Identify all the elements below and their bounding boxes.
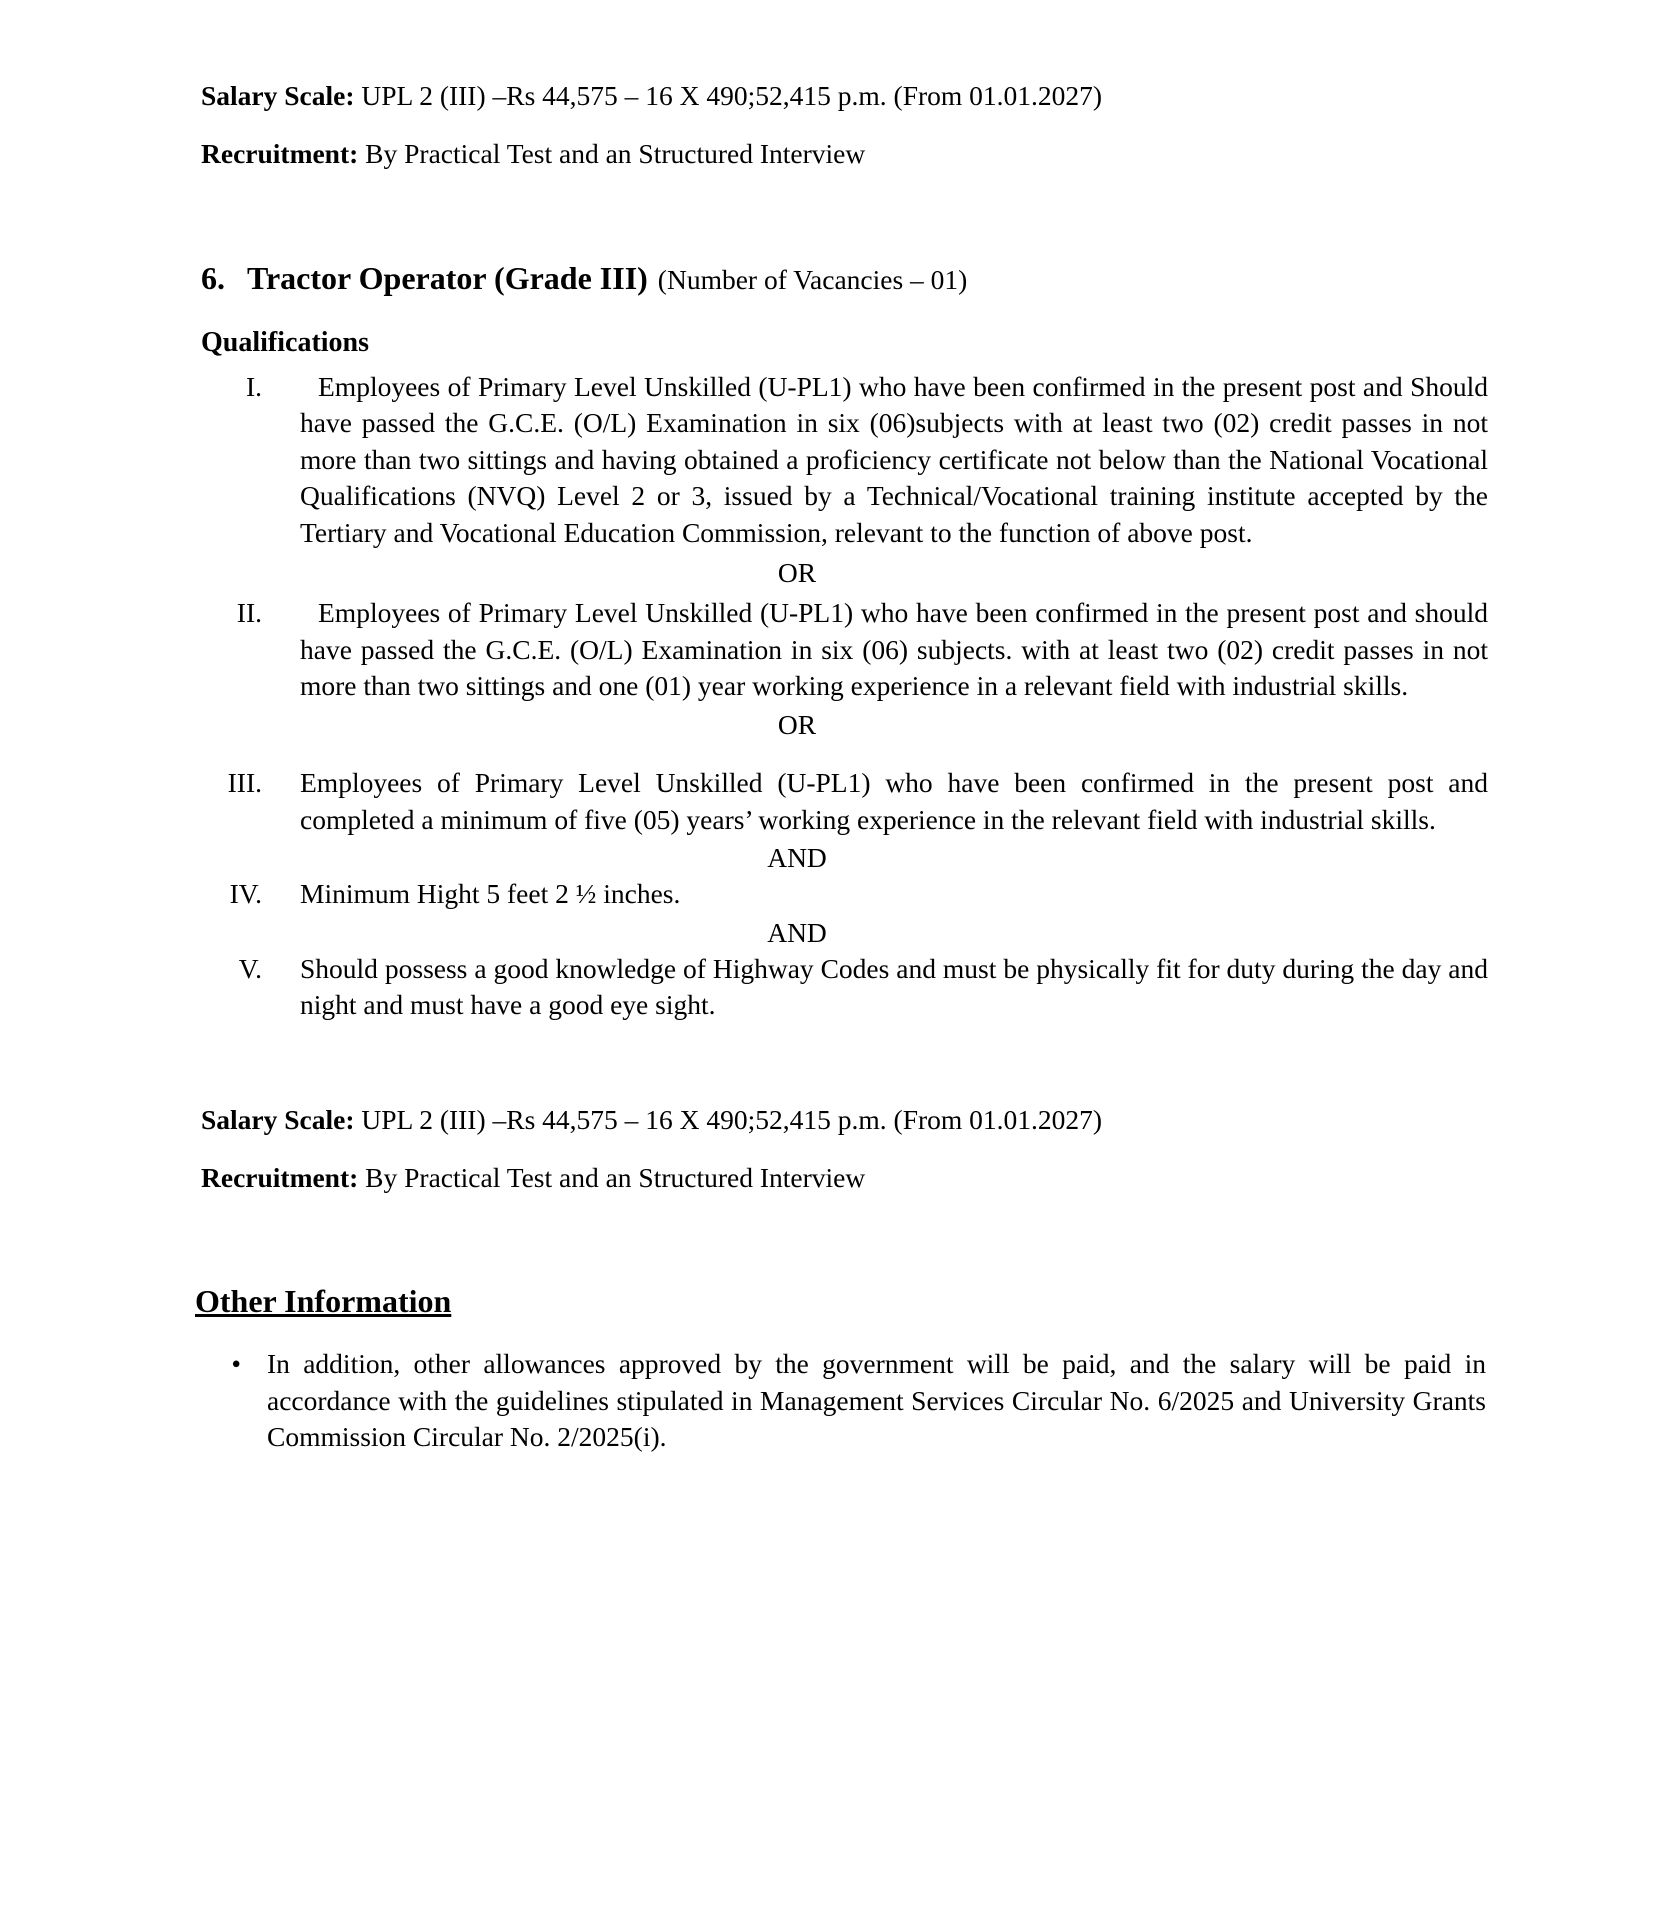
qualifications-heading: Qualifications	[201, 326, 370, 358]
qualification-item	[195, 765, 1504, 838]
bullet-icon: •	[231, 1348, 241, 1380]
top-salary-scale-value: UPL 2 (III) –Rs 44,575 – 16 X 490;52,415 p.m. (From 01.01.2027)	[361, 80, 1103, 111]
bottom-salary-scale-line	[201, 1102, 1504, 1138]
spacer	[195, 743, 1504, 765]
qualification-numeral: I.	[245, 370, 262, 402]
list-item	[195, 1346, 1504, 1456]
spacer	[195, 172, 1504, 260]
section-heading	[201, 260, 1504, 297]
bottom-recruitment-label: Recruitment:	[201, 1161, 359, 1193]
spacer	[195, 1028, 1504, 1102]
qualification-item	[195, 951, 1504, 1024]
spacer	[195, 1138, 1504, 1160]
top-salary-scale-label: Salary Scale:	[201, 80, 355, 111]
bottom-recruitment-value: By Practical Test and an Structured Interview	[365, 1161, 866, 1193]
section-title: Tractor Operator (Grade III)	[247, 259, 648, 296]
qualification-text: Employees of Primary Level Unskilled (U-PL1) who have been confirmed in the present post and Should have passed the G.C.E. (O/L) Examination in six (06)subjects with at least two (02) credit passes in not more than two sittings and having obtained a proficiency certificate not below than the National Vocational Qualifications (NVQ) Level 2 or 3, issued by a Technical/Vocational training institute accepted by the Tertiary and Vocational Education Commission, relevant to the function of above post.	[300, 370, 1488, 548]
top-recruitment-value: By Practical Test and an Structured Interview	[365, 137, 866, 169]
qualification-text: Should possess a good knowledge of Highway Codes and must be physically fit for duty during the day and night and must have a good eye sight.	[300, 952, 1488, 1021]
qualification-item	[195, 876, 1504, 913]
qualification-text: Employees of Primary Level Unskilled (U-PL1) who have been confirmed in the present post and completed a minimum of five (05) years’ working experience in the relevant field with industrial skills.	[300, 767, 1488, 835]
conjunction-or-1: OR	[777, 557, 817, 589]
top-salary-scale-line	[201, 78, 1504, 114]
spacer	[195, 1195, 1504, 1283]
conjunction-or-2: OR	[777, 709, 817, 740]
qualification-item	[195, 595, 1504, 705]
conjunction-and-2: AND	[767, 916, 827, 948]
conjunction-and-1: AND	[767, 842, 827, 874]
qualification-numeral: V.	[238, 952, 262, 984]
qualification-text: Employees of Primary Level Unskilled (U-PL1) who have been confirmed in the present post and should have passed the G.C.E. (O/L) Examination in six (06) subjects. with at least two (02) credit passes in not more than two sittings and one (01) year working experience in a relevant field with industrial skills.	[300, 597, 1488, 702]
qualification-numeral: IV.	[229, 878, 262, 910]
qualification-numeral: II.	[236, 597, 262, 629]
bottom-salary-scale-label: Salary Scale:	[201, 1103, 355, 1135]
qualification-item	[195, 369, 1504, 552]
section-vacancies: (Number of Vacancies – 01)	[657, 263, 968, 295]
top-recruitment-line	[201, 136, 1504, 172]
bottom-salary-scale-value: UPL 2 (III) –Rs 44,575 – 16 X 490;52,415 p.m. (From 01.01.2027)	[361, 1103, 1103, 1135]
qualification-numeral: III.	[227, 767, 262, 798]
qualification-text: Minimum Hight 5 feet 2 ½ inches.	[300, 878, 681, 910]
other-information-section	[195, 1283, 1504, 1456]
other-information-heading: Other Information	[195, 1283, 452, 1320]
top-recruitment-label: Recruitment:	[201, 137, 359, 169]
spacer	[195, 114, 1504, 136]
bottom-recruitment-line	[201, 1160, 1504, 1196]
section-number: 6.	[201, 259, 225, 296]
list-item-text: In addition, other allowances approved by the government will be paid, and the salary will be paid in accordance with the guidelines stipulated in Management Services Circular No. 6/2025 and University Grants Commission Circular No. 2/2025(i).	[267, 1348, 1486, 1453]
